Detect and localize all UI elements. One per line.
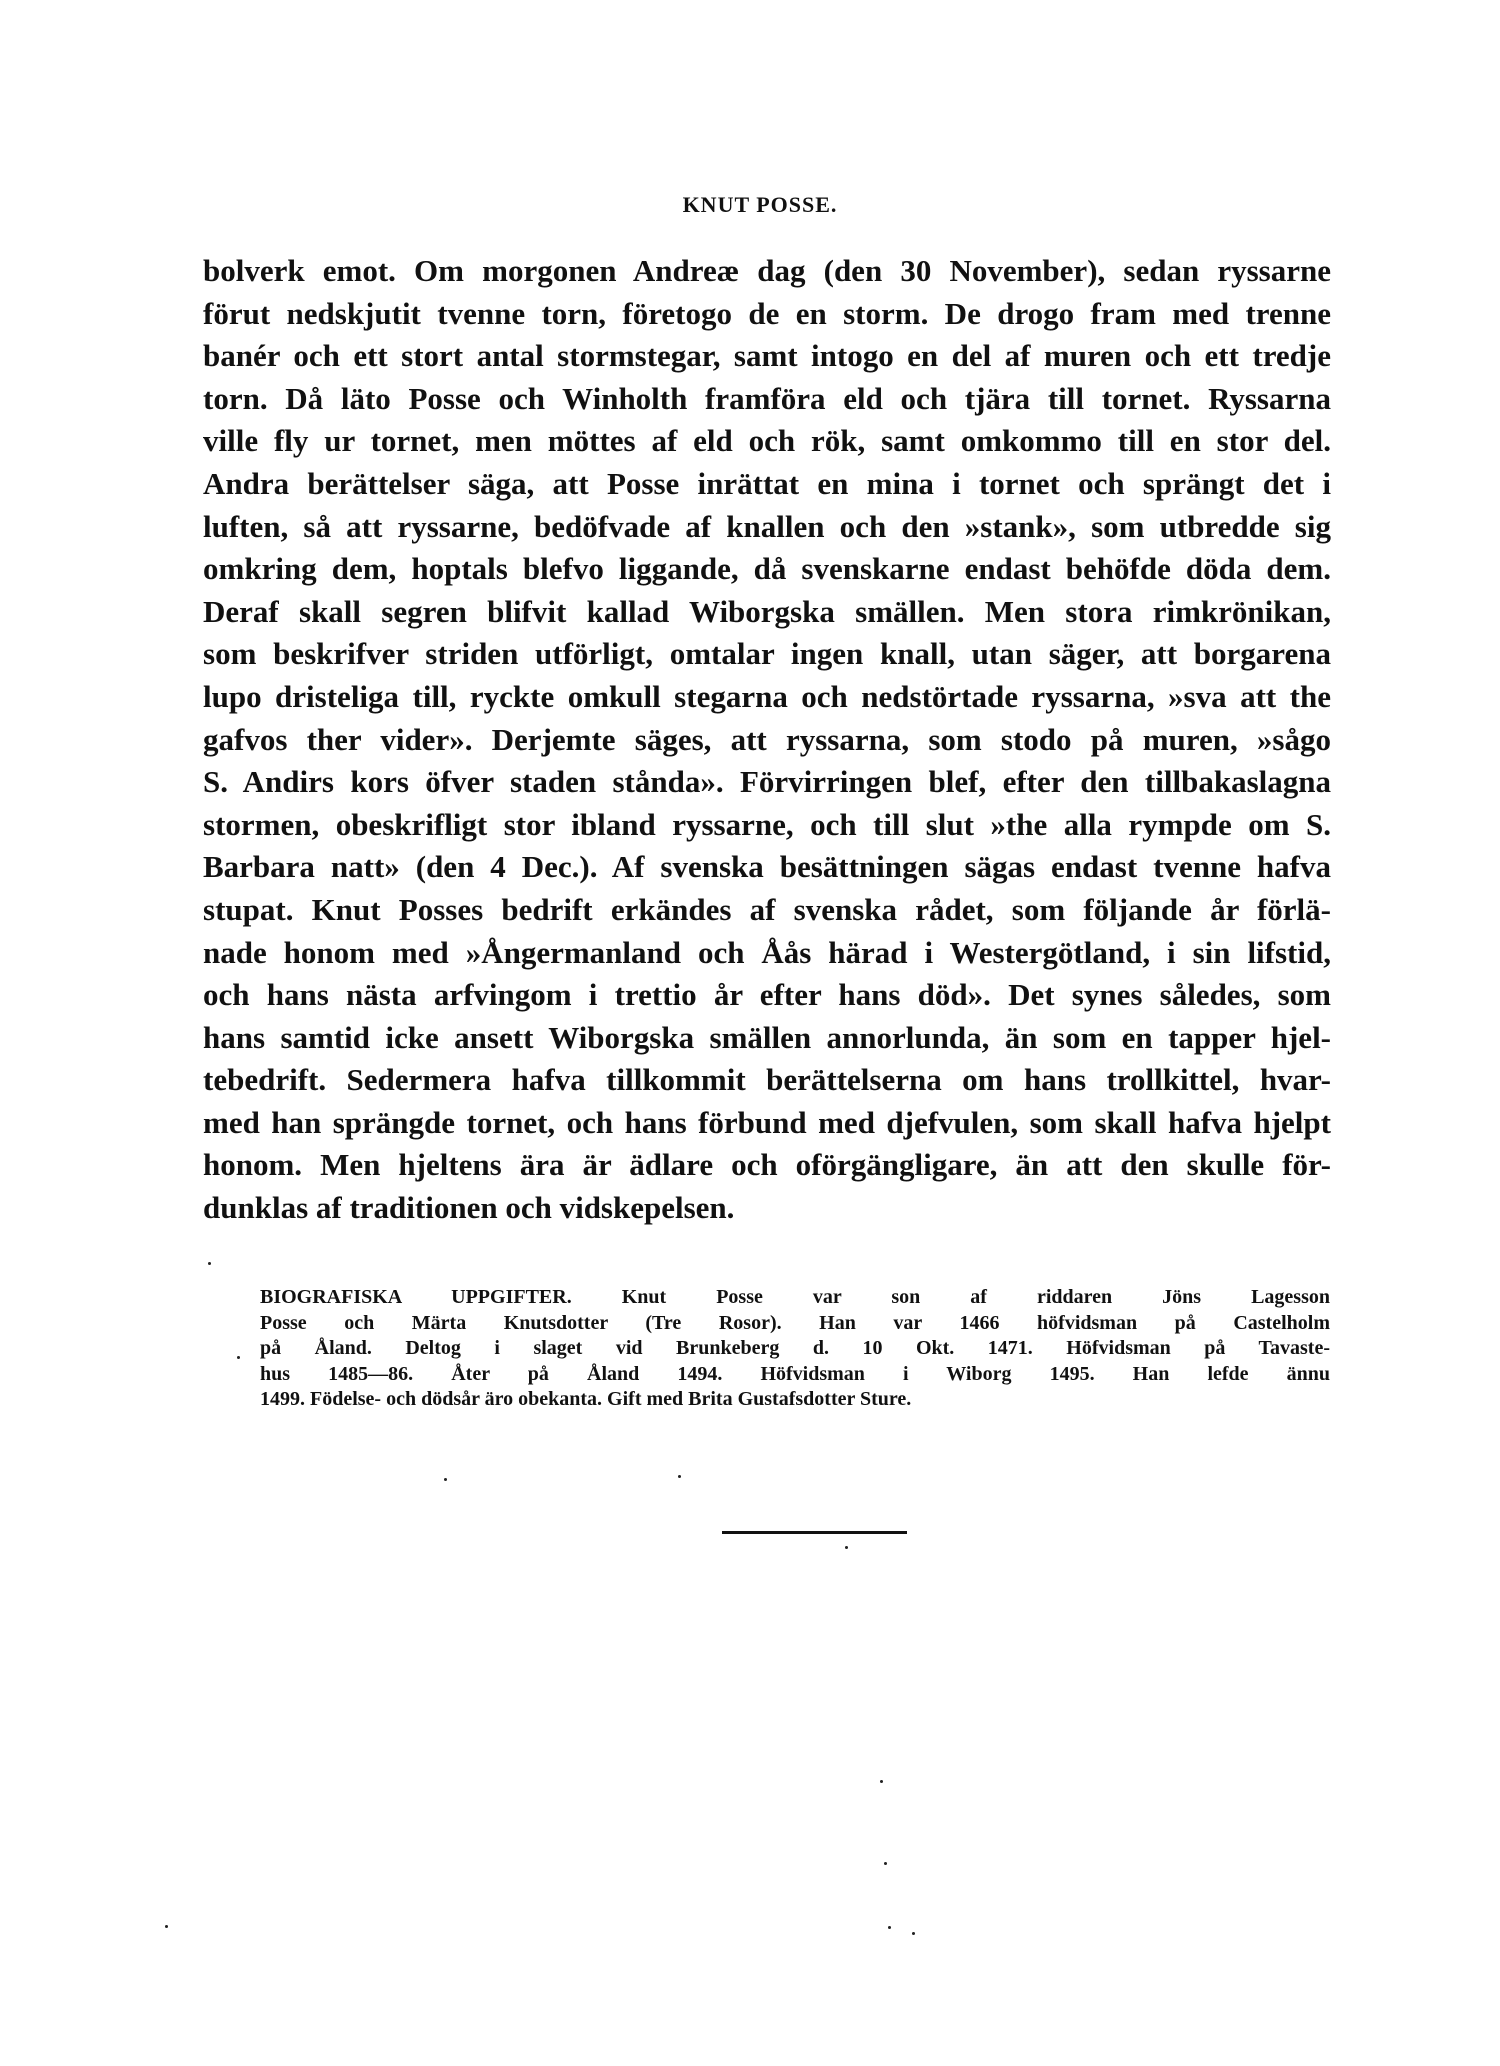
body-line: dunklas af traditionen och vidskepelsen.: [203, 1190, 735, 1226]
body-line: förut nedskjutit tvenne torn, företogo de en storm. De drogo fram med trenne: [203, 295, 1331, 331]
body-line: luften, så att ryssarne, bedöfvade af knallen och den »stank», som utbredde sig: [203, 508, 1331, 544]
body-line: banér och ett stort antal stormstegar, samt intogo en del af muren och ett tredje: [203, 338, 1331, 374]
scan-speck: [888, 1926, 891, 1929]
scan-speck: [845, 1546, 848, 1549]
body-line: Deraf skall segren blifvit kallad Wiborgska smällen. Men stora rimkrönikan,: [203, 593, 1331, 629]
scan-speck: [678, 1475, 681, 1478]
body-line: hans samtid icke ansett Wiborgska smällen annorlunda, än som en tapper hjel-: [203, 1019, 1331, 1055]
body-line: ville fly ur tornet, men möttes af eld och rök, samt omkommo till en stor del.: [203, 423, 1331, 459]
running-head: KNUT POSSE.: [682, 192, 838, 217]
note-line: BIOGRAFISKA UPPGIFTER. Knut Posse var son af riddaren Jöns Lagesson: [260, 1286, 1330, 1308]
body-line: stormen, obeskrifligt stor ibland ryssarne, och till slut »the alla rympde om S.: [203, 806, 1331, 842]
body-text: [203, 250, 1331, 1230]
note-line: hus 1485—86. Åter på Åland 1494. Höfvidsman i Wiborg 1495. Han lefde ännu: [260, 1362, 1330, 1385]
body-line: omkring dem, hoptals blefvo liggande, då svenskarne endast behöfde döda dem.: [203, 551, 1331, 587]
body-line: torn. Då läto Posse och Winholth framföra eld och tjära till tornet. Ryssarna: [203, 380, 1331, 416]
body-line: Barbara natt» (den 4 Dec.). Af svenska besättningen sägas endast tvenne hafva: [203, 849, 1331, 885]
scan-speck: [165, 1925, 168, 1928]
scan-speck: [444, 1478, 447, 1481]
body-line: nade honom med »Ångermanland och Åås härad i Westergötland, i sin lifstid,: [203, 934, 1331, 970]
note-line: Posse och Märta Knutsdotter (Tre Rosor). Han var 1466 höfvidsman på Castelholm: [260, 1311, 1330, 1334]
biographical-notes: [260, 1285, 1330, 1413]
note-line: 1499. Födelse- och dödsår äro obekanta. Gift med Brita Gustafsdotter Sture.: [260, 1388, 912, 1410]
body-line: honom. Men hjeltens ära är ädlare och oförgängligare, än att den skulle för-: [203, 1147, 1331, 1183]
body-line: lupo dristeliga till, ryckte omkull stegarna och nedstörtade ryssarna, »sva att the: [203, 678, 1331, 714]
body-line: tebedrift. Sedermera hafva tillkommit berättelserna om hans trollkittel, hvar-: [203, 1062, 1331, 1098]
body-line: med han sprängde tornet, och hans förbund med djefvulen, som skall hafva hjelpt: [203, 1104, 1331, 1140]
scan-speck: [912, 1932, 915, 1935]
note-line: på Åland. Deltog i slaget vid Brunkeberg d. 10 Okt. 1471. Höfvidsman på Tavaste-: [260, 1337, 1330, 1359]
body-line: bolverk emot. Om morgonen Andreæ dag (den 30 November), sedan ryssarne: [203, 253, 1331, 288]
body-line: och hans nästa arfvingom i trettio år efter hans död». Det synes således, som: [203, 977, 1331, 1013]
scan-speck: [880, 1780, 883, 1783]
body-line: gafvos ther vider». Derjemte säges, att ryssarna, som stodo på muren, »sågo: [203, 721, 1331, 757]
body-line: S. Andirs kors öfver staden stånda». Förvirringen blef, efter den tillbakaslagna: [203, 764, 1331, 800]
scan-speck: [237, 1356, 240, 1359]
body-line: som beskrifver striden utförligt, omtalar ingen knall, utan säger, att borgarena: [203, 636, 1331, 672]
scan-speck: [884, 1862, 887, 1865]
end-rule: [722, 1531, 907, 1534]
scan-speck: [208, 1262, 211, 1265]
body-line: stupat. Knut Posses bedrift erkändes af svenska rådet, som följande år förlä-: [203, 891, 1331, 927]
body-line: Andra berättelser säga, att Posse inrättat en mina i tornet och sprängt det i: [203, 465, 1331, 501]
